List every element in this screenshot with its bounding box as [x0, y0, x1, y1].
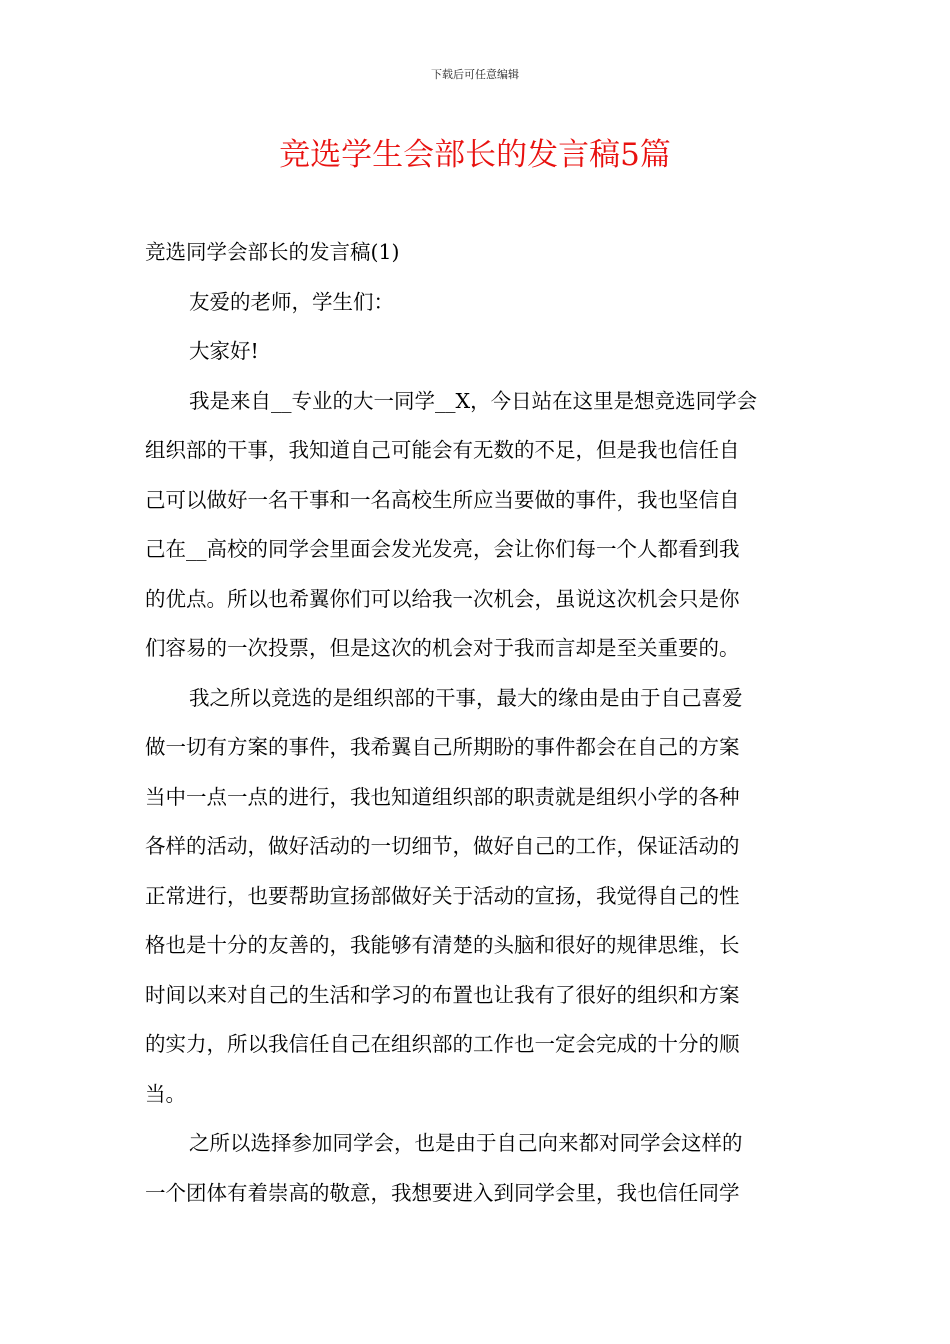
text-line: 我是来自__专业的大一同学__X，今日站在这里是想竞选同学会 — [189, 388, 758, 413]
text-line: 做一切有方案的事件，我希翼自己所期盼的事件都会在自己的方案 — [145, 735, 740, 759]
text-line: 我之所以竞选的是组织部的干事，最大的缘由是由于自己喜爱 — [189, 685, 743, 710]
document-title: 竞选学生会部长的发言稿5篇 — [279, 137, 671, 173]
text-line: 组织部的干事，我知道自己可能会有无数的不足，但是我也信任自 — [145, 438, 740, 462]
text-line: 己在__高校的同学会里面会发光发亮，会让你们每一个人都看到我 — [145, 537, 740, 561]
section-heading: 竞选同学会部长的发言稿(1) — [145, 240, 400, 264]
header-note: 下载后可任意编辑 — [431, 68, 519, 81]
text-line: 各样的活动，做好活动的一切细节，做好自己的工作，保证活动的 — [145, 834, 740, 858]
text-line: 的优点。所以也希翼你们可以给我一次机会，虽说这次机会只是你 — [145, 586, 740, 611]
document-body — [145, 228, 805, 1218]
text-line: 一个团体有着崇高的敬意，我想要进入到同学会里，我也信任同学 — [145, 1180, 740, 1205]
text-line: 的实力，所以我信任自己在组织部的工作也一定会完成的十分的顺 — [145, 1032, 740, 1056]
text-line: 己可以做好一名干事和一名高校生所应当要做的事件，我也坚信自 — [145, 487, 740, 512]
text-line: 当中一点一点的进行，我也知道组织部的职责就是组织小学的各种 — [145, 784, 740, 809]
text-line: 时间以来对自己的生活和学习的布置也让我有了很好的组织和方案 — [145, 982, 740, 1007]
text-line: 之所以选择参加同学会，也是由于自己向来都对同学会这样的 — [189, 1131, 743, 1155]
text-line: 当。 — [145, 1081, 186, 1106]
text-line: 正常进行，也要帮助宣扬部做好关于活动的宣扬，我觉得自己的性 — [145, 883, 740, 908]
text-line: 友爱的老师，学生们： — [189, 289, 394, 314]
text-line: 格也是十分的友善的，我能够有清楚的头脑和很好的规律思维，长 — [145, 933, 740, 957]
text-line: 们容易的一次投票，但是这次的机会对于我而言却是至关重要的。 — [145, 636, 740, 660]
text-line: 大家好! — [189, 339, 259, 363]
